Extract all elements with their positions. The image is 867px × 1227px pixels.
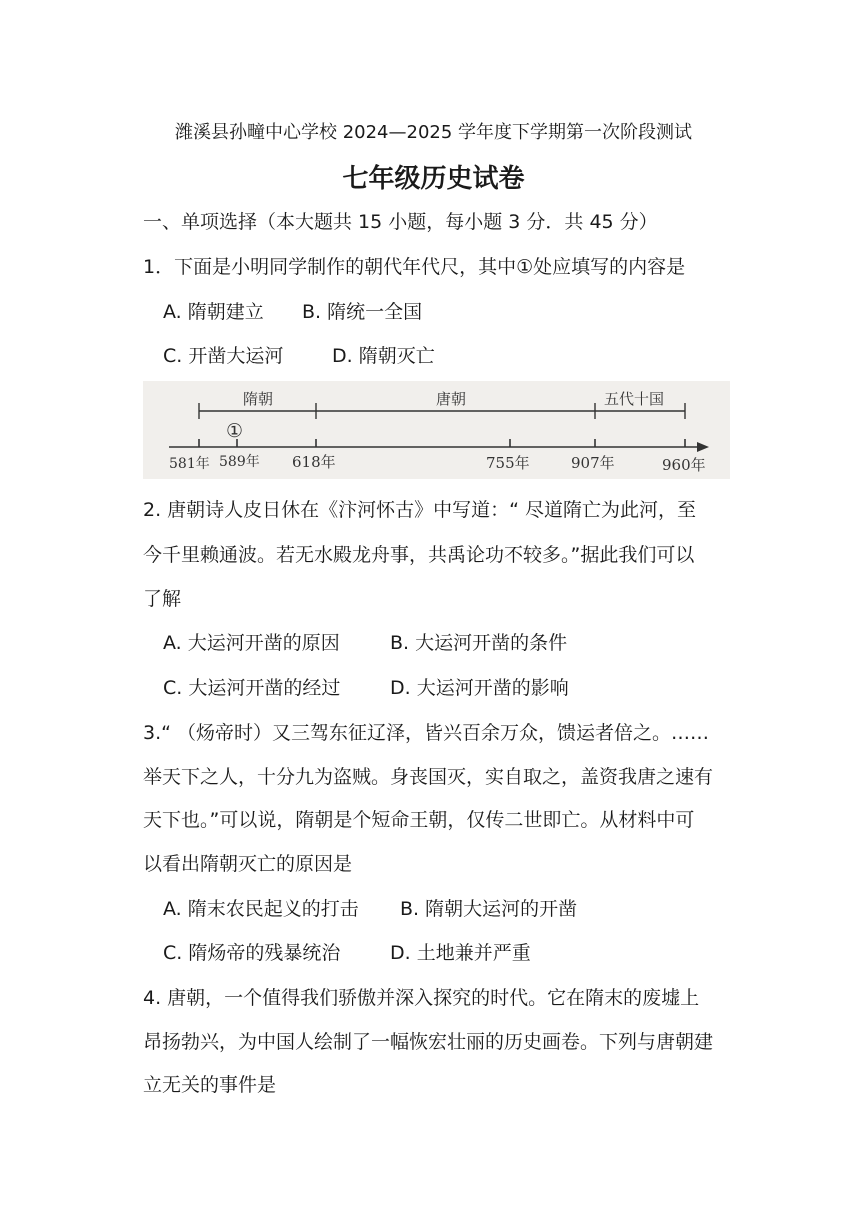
dynasty-timeline [143,381,730,479]
q3-stem-line4: 以看出隋朝灭亡的原因是 [143,853,353,875]
q4-stem-line2: 昂扬勃兴，为中国人绘制了一幅恢宏壮丽的历史画卷。下列与唐朝建 [143,1031,714,1053]
q2-option-c: C. 大运河开凿的经过 [163,677,341,699]
timeline-year-907: 907年 [571,454,615,472]
timeline-year-960: 960年 [662,456,706,474]
q3-stem-line3: 天下也。”可以说，隋朝是个短命王朝，仅传二世即亡。从材料中可 [143,809,695,831]
timeline-label-tang: 唐朝 [436,390,467,408]
q3-stem-line2: 举天下之人，十分九为盗贼。身丧国灭，实自取之，盖资我唐之速有 [143,766,714,788]
q1-option-b: B. 隋统一全国 [302,301,423,323]
q2-stem-line3: 了解 [143,588,182,610]
q3-option-c: C. 隋炀帝的残暴统治 [163,942,341,964]
section-heading: 一、单项选择（本大题共 15 小题，每小题 3 分．共 45 分） [143,211,658,233]
q4-stem-line3: 立无关的事件是 [143,1074,277,1096]
timeline-label-sui: 隋朝 [243,390,274,408]
q2-stem-line1: 2. 唐朝诗人皮日休在《汴河怀古》中写道：“ 尽道隋亡为此河，至 [143,499,697,521]
timeline-year-581: 581年 [169,456,210,472]
q2-option-a: A. 大运河开凿的原因 [163,632,340,654]
timeline-year-618: 618年 [292,453,336,471]
q3-option-b: B. 隋朝大运河的开凿 [400,898,578,920]
q3-option-a: A. 隋末农民起义的打击 [163,898,359,920]
timeline-year-755: 755年 [486,454,530,472]
q2-option-b: B. 大运河开凿的条件 [390,632,568,654]
q1-option-c: C. 开凿大运河 [163,345,284,367]
exam-header: 潍溪县孙疃中心学校 2024—2025 学年度下学期第一次阶段测试 [174,122,693,143]
q3-stem-line1: 3.“ （炀帝时）又三驾东征辽泽，皆兴百余万众，馈运者倍之。…… [143,722,710,744]
timeline-year-589: 589年 [219,454,260,470]
timeline-label-wudai: 五代十国 [604,390,665,408]
q2-stem-line2: 今千里赖通波。若无水殿龙舟事，共禹论功不较多。”据此我们可以 [143,544,695,566]
timeline-blank-marker: ① [226,420,244,442]
q1-option-a: A. 隋朝建立 [163,301,264,323]
q4-stem-line1: 4. 唐朝，一个值得我们骄傲并深入探究的时代。它在隋末的废墟上 [143,987,700,1009]
q1-option-d: D. 隋朝灭亡 [332,345,435,367]
q2-option-d: D. 大运河开凿的影响 [390,677,569,699]
exam-title: 七年级历史试卷 [342,164,525,194]
q1-stem: 1．下面是小明同学制作的朝代年代尺，其中①处应填写的内容是 [143,256,686,278]
q3-option-d: D. 土地兼并严重 [390,942,531,964]
